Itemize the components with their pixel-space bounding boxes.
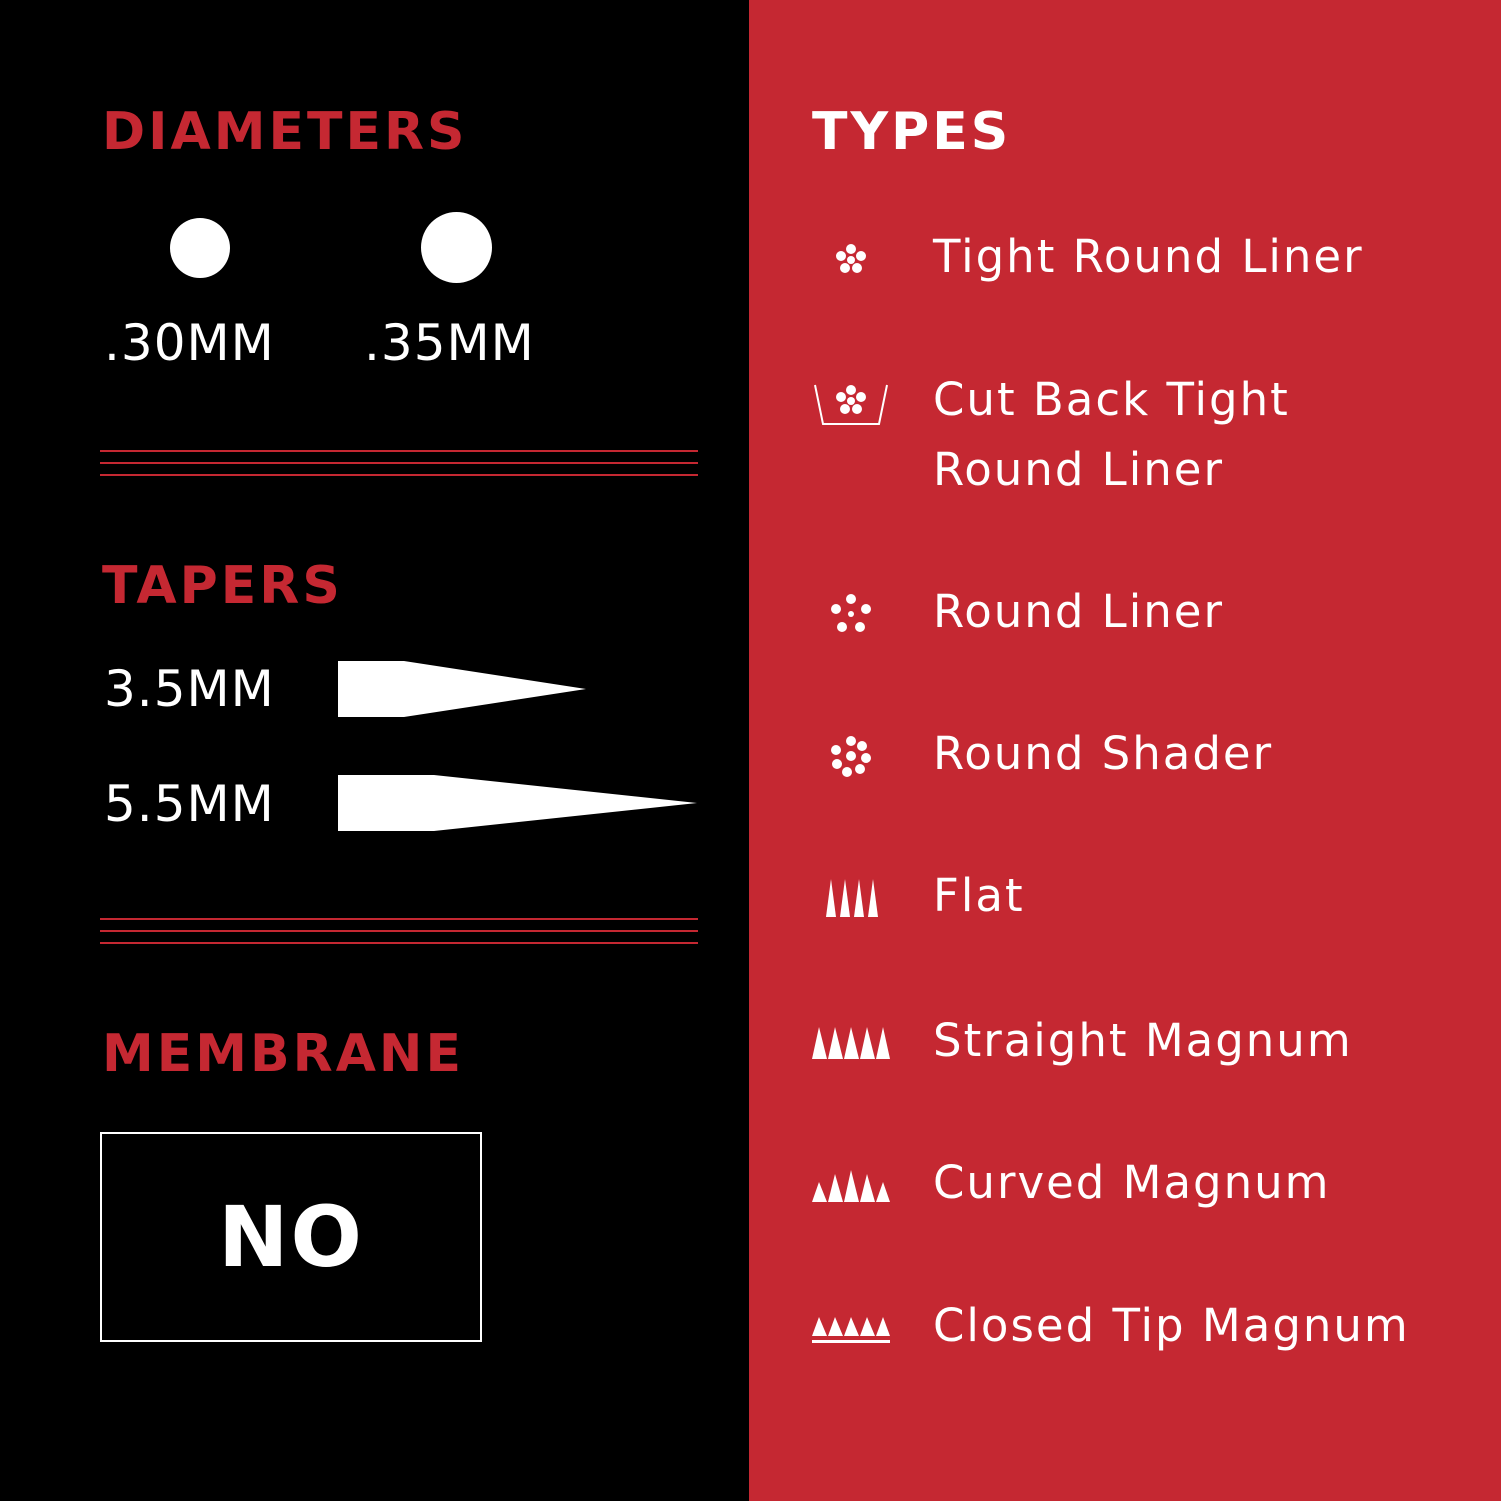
type-label: Straight Magnum: [933, 1014, 1353, 1067]
diameter-035-label: .35MM: [364, 314, 535, 372]
tapers-heading: TAPERS: [102, 556, 343, 616]
membrane-heading: MEMBRANE: [102, 1024, 464, 1084]
type-label: Round Liner: [933, 585, 1224, 638]
type-label: Tight Round Liner: [933, 230, 1364, 283]
membrane-value-box: [100, 1132, 482, 1342]
curved-magnum-icon: [812, 1160, 890, 1210]
type-label: Curved Magnum: [933, 1156, 1331, 1209]
diameter-030-dot: [170, 218, 230, 278]
specs-panel: [0, 0, 749, 1501]
diameter-035-dot: [421, 212, 492, 283]
straight-magnum-icon: [812, 1017, 890, 1067]
flat-icon: [812, 873, 890, 923]
taper-35-label: 3.5MM: [104, 660, 275, 718]
tight-round-liner-icon: [812, 235, 890, 285]
type-label: Round Liner: [933, 443, 1224, 496]
closed-tip-magnum-icon: [812, 1303, 890, 1353]
taper-55-needle-icon: [336, 774, 698, 832]
type-label: Flat: [933, 869, 1025, 922]
membrane-value: NO: [218, 1188, 364, 1286]
taper-55-label: 5.5MM: [104, 775, 275, 833]
types-heading: TYPES: [812, 102, 1012, 162]
type-label: Round Shader: [933, 727, 1274, 780]
diameters-heading: DIAMETERS: [102, 102, 468, 162]
round-shader-icon: [812, 732, 890, 782]
type-label: Closed Tip Magnum: [933, 1299, 1410, 1352]
taper-35-needle-icon: [336, 660, 588, 718]
diameter-030-label: .30MM: [104, 314, 275, 372]
round-liner-icon: [812, 589, 890, 639]
type-label: Cut Back Tight: [933, 373, 1290, 426]
section-divider: [100, 918, 698, 945]
cut-back-tight-round-liner-icon: [812, 377, 890, 427]
section-divider: [100, 450, 698, 477]
